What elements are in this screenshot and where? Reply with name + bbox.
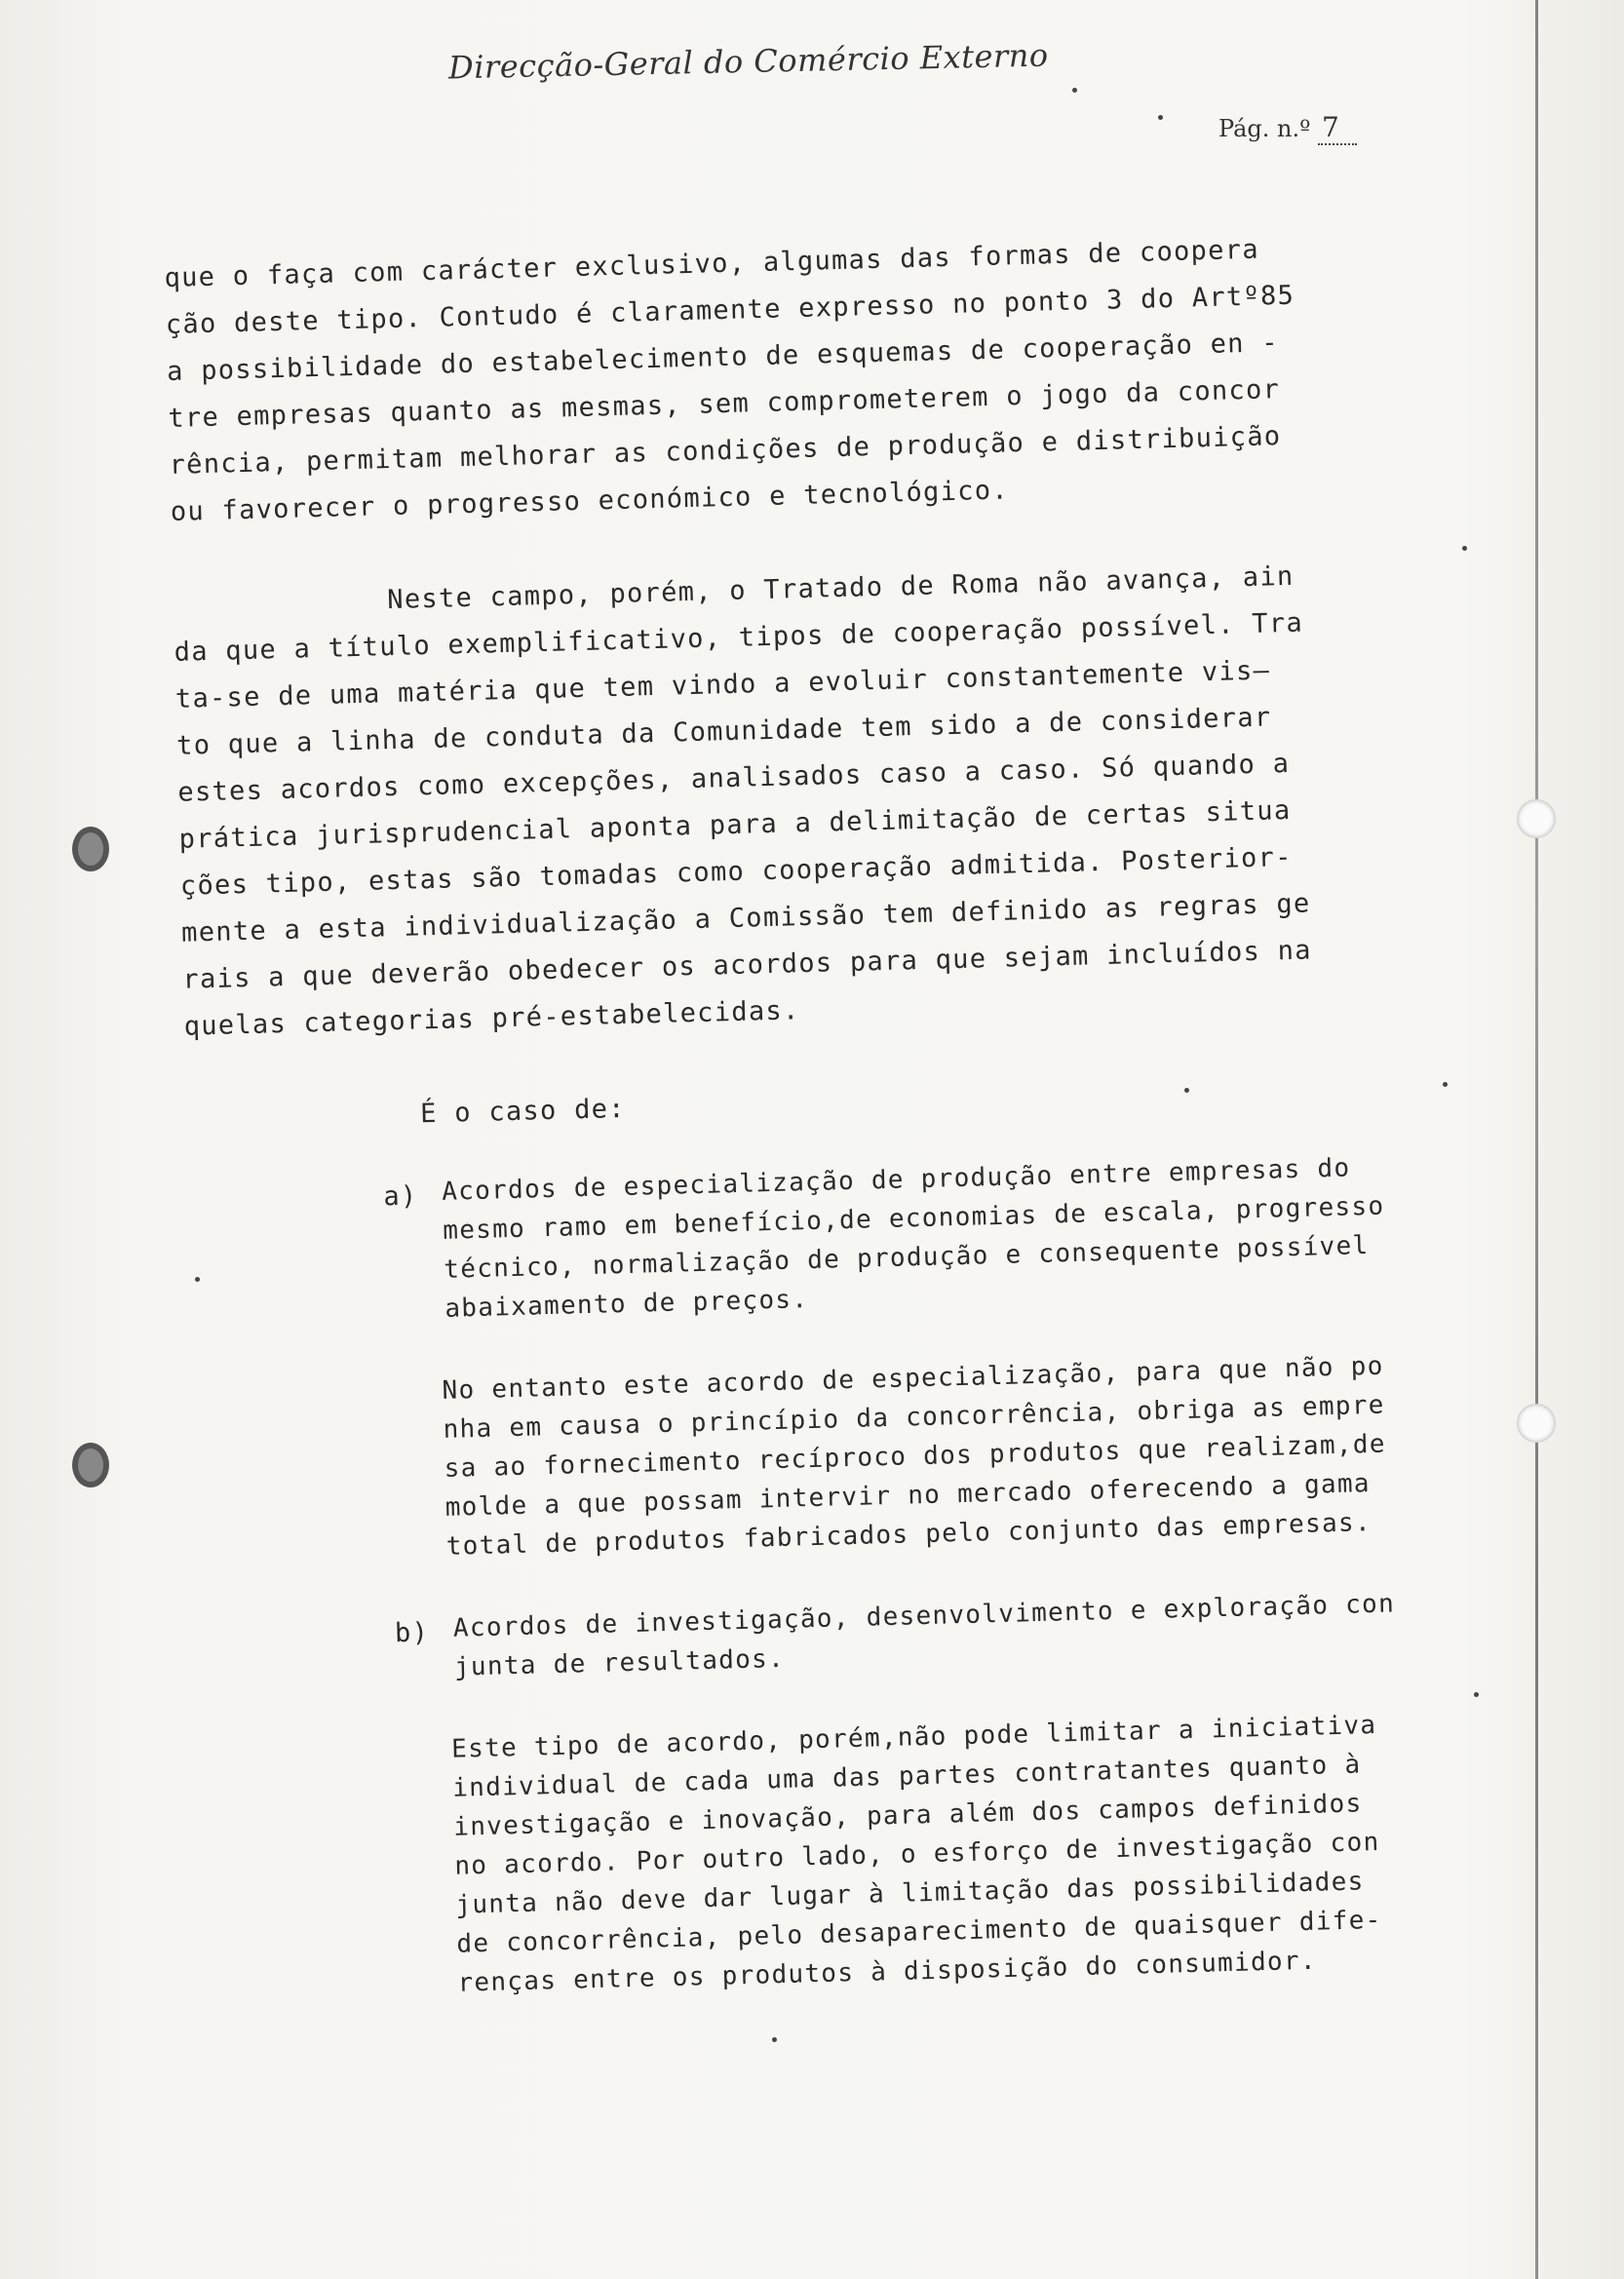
- speck: [772, 2037, 777, 2042]
- text-line: abaixamento de preços.: [444, 1285, 809, 1324]
- list-item-label: b): [394, 1617, 430, 1649]
- punch-hole: [1517, 799, 1556, 838]
- text-line: a possibilidade do estabelecimento de esquemas de cooperação en -: [166, 328, 1280, 387]
- speck: [1474, 1692, 1479, 1697]
- text-line: renças entre os produtos à disposição do consumidor.: [457, 1946, 1318, 1998]
- text-line: junta não deve dar lugar à limitação das possibilidades: [455, 1867, 1365, 1920]
- text-line: mente a esta individualização a Comissão tem definido as regras ge: [180, 888, 1311, 948]
- speck: [1158, 115, 1163, 120]
- page-number-value: 7: [1318, 111, 1357, 145]
- text-line: técnico, normalização de produção e consequente possível: [443, 1230, 1370, 1285]
- text-line: No entanto este acordo de especialização, para que não po: [442, 1351, 1384, 1406]
- speck: [1184, 1088, 1189, 1093]
- text-line: total de produtos fabricados pelo conjunto das empresas.: [445, 1508, 1373, 1562]
- paragraph-1: [164, 220, 1496, 536]
- text-line: Acordos de investigação, desenvolvimento e exploração con: [452, 1589, 1396, 1643]
- text-line: quelas categorias pré-estabelecidas.: [183, 995, 800, 1042]
- text-line: Acordos de especialização de produção entre empresas do: [441, 1153, 1351, 1207]
- text-line: mesmo ramo em benefício,de economias de escala, progresso: [442, 1191, 1385, 1246]
- text-line: junta de resultados.: [453, 1643, 786, 1682]
- document-body: [164, 220, 1536, 2052]
- text-line: prática jurisprudencial aponta para a delimitação de certas situa: [178, 794, 1292, 855]
- text-line: ou favorecer o progresso económico e tecnológico.: [170, 475, 1010, 527]
- list-item-b: [200, 1581, 1527, 1694]
- speck: [1072, 88, 1077, 93]
- text-line: individual de cada uma das partes contratantes quanto à: [451, 1750, 1362, 1803]
- text-line: nha em causa o princípio da concorrência, obriga as empre: [443, 1390, 1386, 1445]
- list-item-a: [188, 1144, 1518, 1335]
- text-line: ção deste tipo. Contudo é claramente expresso no ponto 3 do Artº85: [165, 280, 1295, 340]
- text-line: rais a que deverão obedecer os acordos para que sejam incluídos na: [182, 935, 1313, 995]
- text-line: rência, permitam melhorar as condições de produção e distribuição: [169, 421, 1282, 481]
- text-line: ções tipo, estas são tomadas como cooperação admitida. Posterior-: [179, 841, 1294, 902]
- list-item-a-followup: [193, 1343, 1524, 1573]
- page-number-field: [1218, 111, 1357, 145]
- page-edge-line: [1535, 0, 1538, 2279]
- speck: [195, 1277, 200, 1282]
- text-line: que o faça com carácter exclusivo, algumas das formas de coopera: [164, 234, 1260, 293]
- punch-hole: [1517, 1404, 1556, 1443]
- text-line: de concorrência, pelo desaparecimento de quaisquer dife-: [456, 1905, 1382, 1959]
- page-number-label: Pág. n.º: [1218, 115, 1311, 142]
- text-line: estes acordos como excepções, analisados caso a caso. Só quando a: [177, 748, 1291, 808]
- caso-heading: É o caso de:: [419, 1093, 627, 1130]
- text-line: Este tipo de acordo, porém,não pode limitar a iniciativa: [450, 1710, 1377, 1764]
- text-line: no acordo. Por outro lado, o esforço de investigação con: [453, 1827, 1380, 1881]
- text-line: ta-se de uma matéria que tem vindo a evoluir constantemente vis—: [174, 655, 1271, 715]
- text-line: molde a que possam intervir no mercado oferecendo a gama: [445, 1469, 1372, 1523]
- letterhead-title: Direcção-Geral do Comércio Externo: [447, 36, 1049, 87]
- text-line: investigação e inovação, para além dos campos definidos: [452, 1789, 1363, 1842]
- list-item-b-followup: [203, 1702, 1535, 2010]
- list-item-label: a): [382, 1180, 418, 1213]
- text-line: Neste campo, porém, o Tratado de Roma não avança, ain: [386, 560, 1295, 616]
- speck: [1462, 546, 1467, 551]
- binder-mark: [72, 1443, 109, 1487]
- text-line: to que a linha de conduta da Comunidade tem sido a de considerar: [175, 702, 1272, 761]
- list-item-text: [442, 1148, 1387, 1329]
- text-line: da que a título exemplificativo, tipos de cooperação possível. Tra: [174, 607, 1304, 668]
- speck: [1443, 1082, 1448, 1087]
- text-line: sa ao fornecimento recíproco dos produtos que realizam,de: [444, 1429, 1387, 1484]
- list-item-text: [452, 1584, 1396, 1686]
- binder-mark: [72, 827, 109, 871]
- paragraph-2: [173, 548, 1510, 1050]
- text-line: tre empresas quanto as mesmas, sem comprometerem o jogo da concor: [167, 374, 1281, 434]
